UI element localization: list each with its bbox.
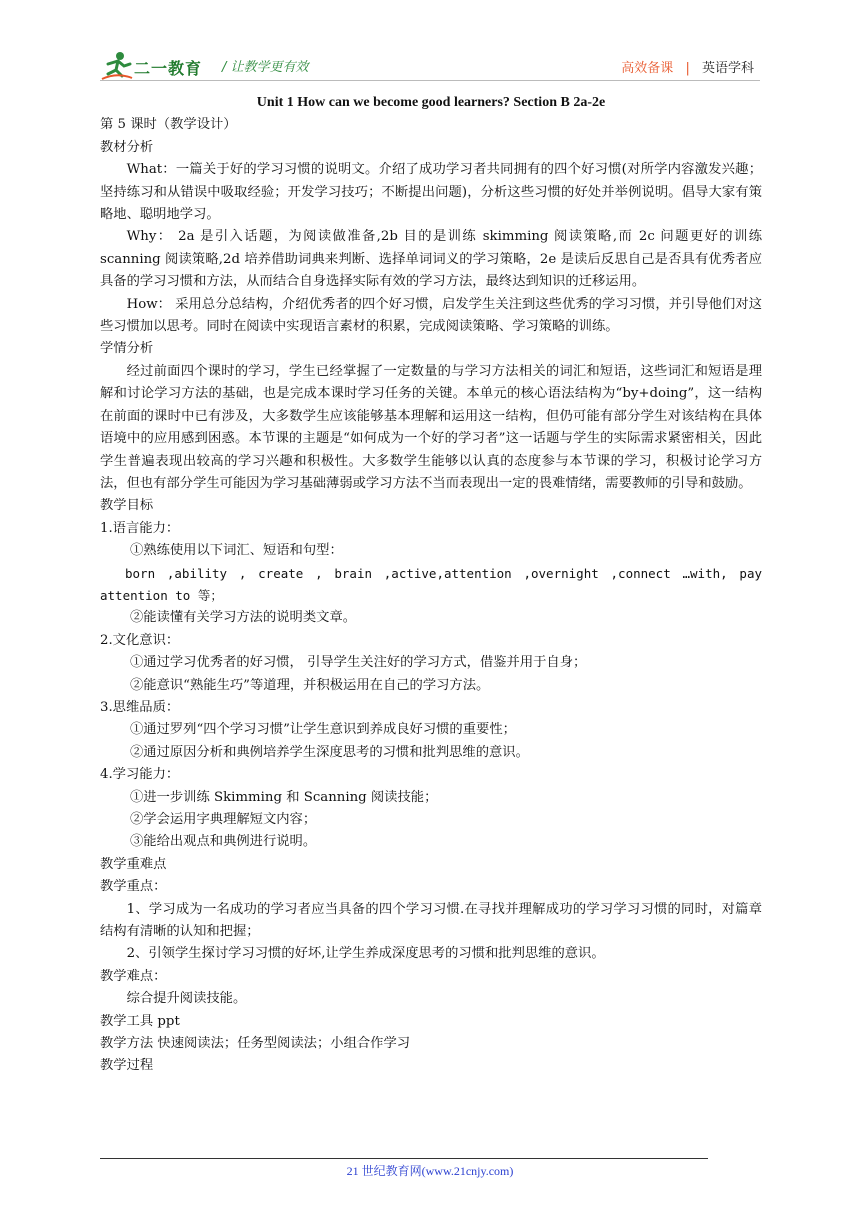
subheading: 1.语言能力： bbox=[100, 520, 180, 536]
header-tag-prep: 高效备课 bbox=[621, 61, 674, 76]
section-heading: 教学方法 快速阅读法；任务型阅读法；小组合作学习 bbox=[100, 1036, 411, 1052]
document-title: Unit 1 How can we become good learners? Section B 2a-2e bbox=[256, 95, 606, 110]
header-right bbox=[621, 57, 754, 76]
footer-divider bbox=[100, 1158, 708, 1159]
list-item: ①通过学习优秀者的好习惯， 引导学生关注好的学习方式，借鉴并用于自身； bbox=[130, 655, 587, 671]
subheading: 4.学习能力： bbox=[100, 767, 180, 783]
subheading: 教学重点： bbox=[100, 879, 167, 895]
section-heading: 教材分析 bbox=[100, 139, 154, 155]
vocab-list: born ,ability , create , brain ,active,attention ,overnight ,connect …with, pay attention to 等； bbox=[100, 565, 762, 603]
section-heading: 教学目标 bbox=[100, 498, 154, 514]
paragraph: 综合提升阅读技能。 bbox=[126, 991, 247, 1007]
subheading: 2.文化意识： bbox=[100, 632, 180, 648]
logo bbox=[100, 50, 230, 84]
list-item: ①熟练使用以下词汇、短语和句型： bbox=[130, 543, 343, 559]
section-heading: 教学过程 bbox=[100, 1058, 154, 1074]
list-item: ②能意识“熟能生巧”等道理，并积极运用在自己的学习方法。 bbox=[130, 677, 490, 693]
footer-link[interactable]: 21 世纪教育网(www.21cnjy.com) bbox=[346, 1164, 514, 1178]
section-heading: 教学工具 ppt bbox=[100, 1013, 180, 1029]
list-item: ②能读懂有关学习方法的说明类文章。 bbox=[130, 610, 357, 626]
subheading: 3.思维品质： bbox=[100, 699, 180, 715]
paragraph: Why： 2a 是引入话题，为阅读做准备,2b 目的是训练 skimming 阅读策略,而 2c 问题更好的训练 scanning 阅读策略,2d 培养借助词典来判断、选择单词词义的学习策略，2e 是读后反思自己是否具有优秀者应具备的学习习惯和方法，从而结合自身选择实际有效的学习方法，最终达到知识的迁移运用。 bbox=[100, 229, 762, 290]
list-item: ②通过原因分析和典例培养学生深度思考的习惯和批判思维的意识。 bbox=[130, 744, 529, 760]
list-item: ②学会运用字典理解短文内容； bbox=[130, 812, 317, 827]
header-divider bbox=[100, 80, 760, 81]
header-separator: | bbox=[685, 61, 690, 76]
slogan: / 让教学更有效 bbox=[222, 60, 309, 75]
paragraph: 经过前面四个课时的学习，学生已经掌握了一定数量的与学习方法相关的词汇和短语，这些词汇和短语是理解和讨论学习方法的基础，也是完成本课时学习任务的关键。本单元的核心语法结构为“by+doing”，这一结构在前面的课时中已有涉及，大多数学生应该能够基本理解和运用这一结构，但仍可能有部分学生对该结构在具体语境中的应用感到困惑。本节课的主题是“如何成为一个好的学习者”这一话题与学生的实际需求紧密相关，因此学生普遍表现出较高的学习兴趣和积极性。大多数学生能够以认真的态度参与本节课的学习，积极讨论学习方法，但也有部分学生可能因为学习基础薄弱或学习方法不当而表现出一定的畏难情绪，需要教师的引导和鼓励。 bbox=[100, 363, 762, 491]
document-body bbox=[100, 92, 762, 1078]
paragraph: How： 采用总分总结构，介绍优秀者的四个好习惯，启发学生关注到这些优秀的学习习惯，并引导他们对这些习惯加以思考。同时在阅读中实现语言素材的积累，完成阅读策略、学习策略的训练。 bbox=[100, 296, 762, 335]
paragraph: What：一篇关于好的学习习惯的说明文。介绍了成功学习者共同拥有的四个好习惯(对所学内容激发兴趣；坚持练习和从错误中吸取经验；开发学习技巧；不断提出问题)，分析这些习惯的好处并举例说明。倡导大家有策略地、聪明地学习。 bbox=[100, 162, 762, 223]
section-heading: 学情分析 bbox=[100, 341, 154, 357]
paragraph: 1、学习成为一名成功的学习者应当具备的四个学习习惯.在寻找并理解成功的学习学习习惯的同时，对篇章结构有清晰的认知和把握； bbox=[100, 901, 762, 940]
runner-logo-icon bbox=[100, 50, 134, 82]
header-tag-subject: 英语学科 bbox=[701, 61, 754, 76]
section-heading: 教学重难点 bbox=[100, 856, 167, 872]
list-item: ③能给出观点和典例进行说明。 bbox=[130, 834, 317, 850]
list-item: ①通过罗列“四个学习习惯”让学生意识到养成良好习惯的重要性； bbox=[130, 722, 516, 738]
logo-text: 二一教育 bbox=[134, 59, 203, 78]
list-item: ①进一步训练 Skimming 和 Scanning 阅读技能； bbox=[130, 789, 438, 805]
subheading: 教学难点： bbox=[100, 968, 167, 984]
paragraph: 2、引领学生探讨学习习惯的好坏,让学生养成深度思考的习惯和批判思维的意识。 bbox=[126, 946, 605, 962]
lesson-line: 第 5 课时（教学设计） bbox=[100, 117, 237, 133]
